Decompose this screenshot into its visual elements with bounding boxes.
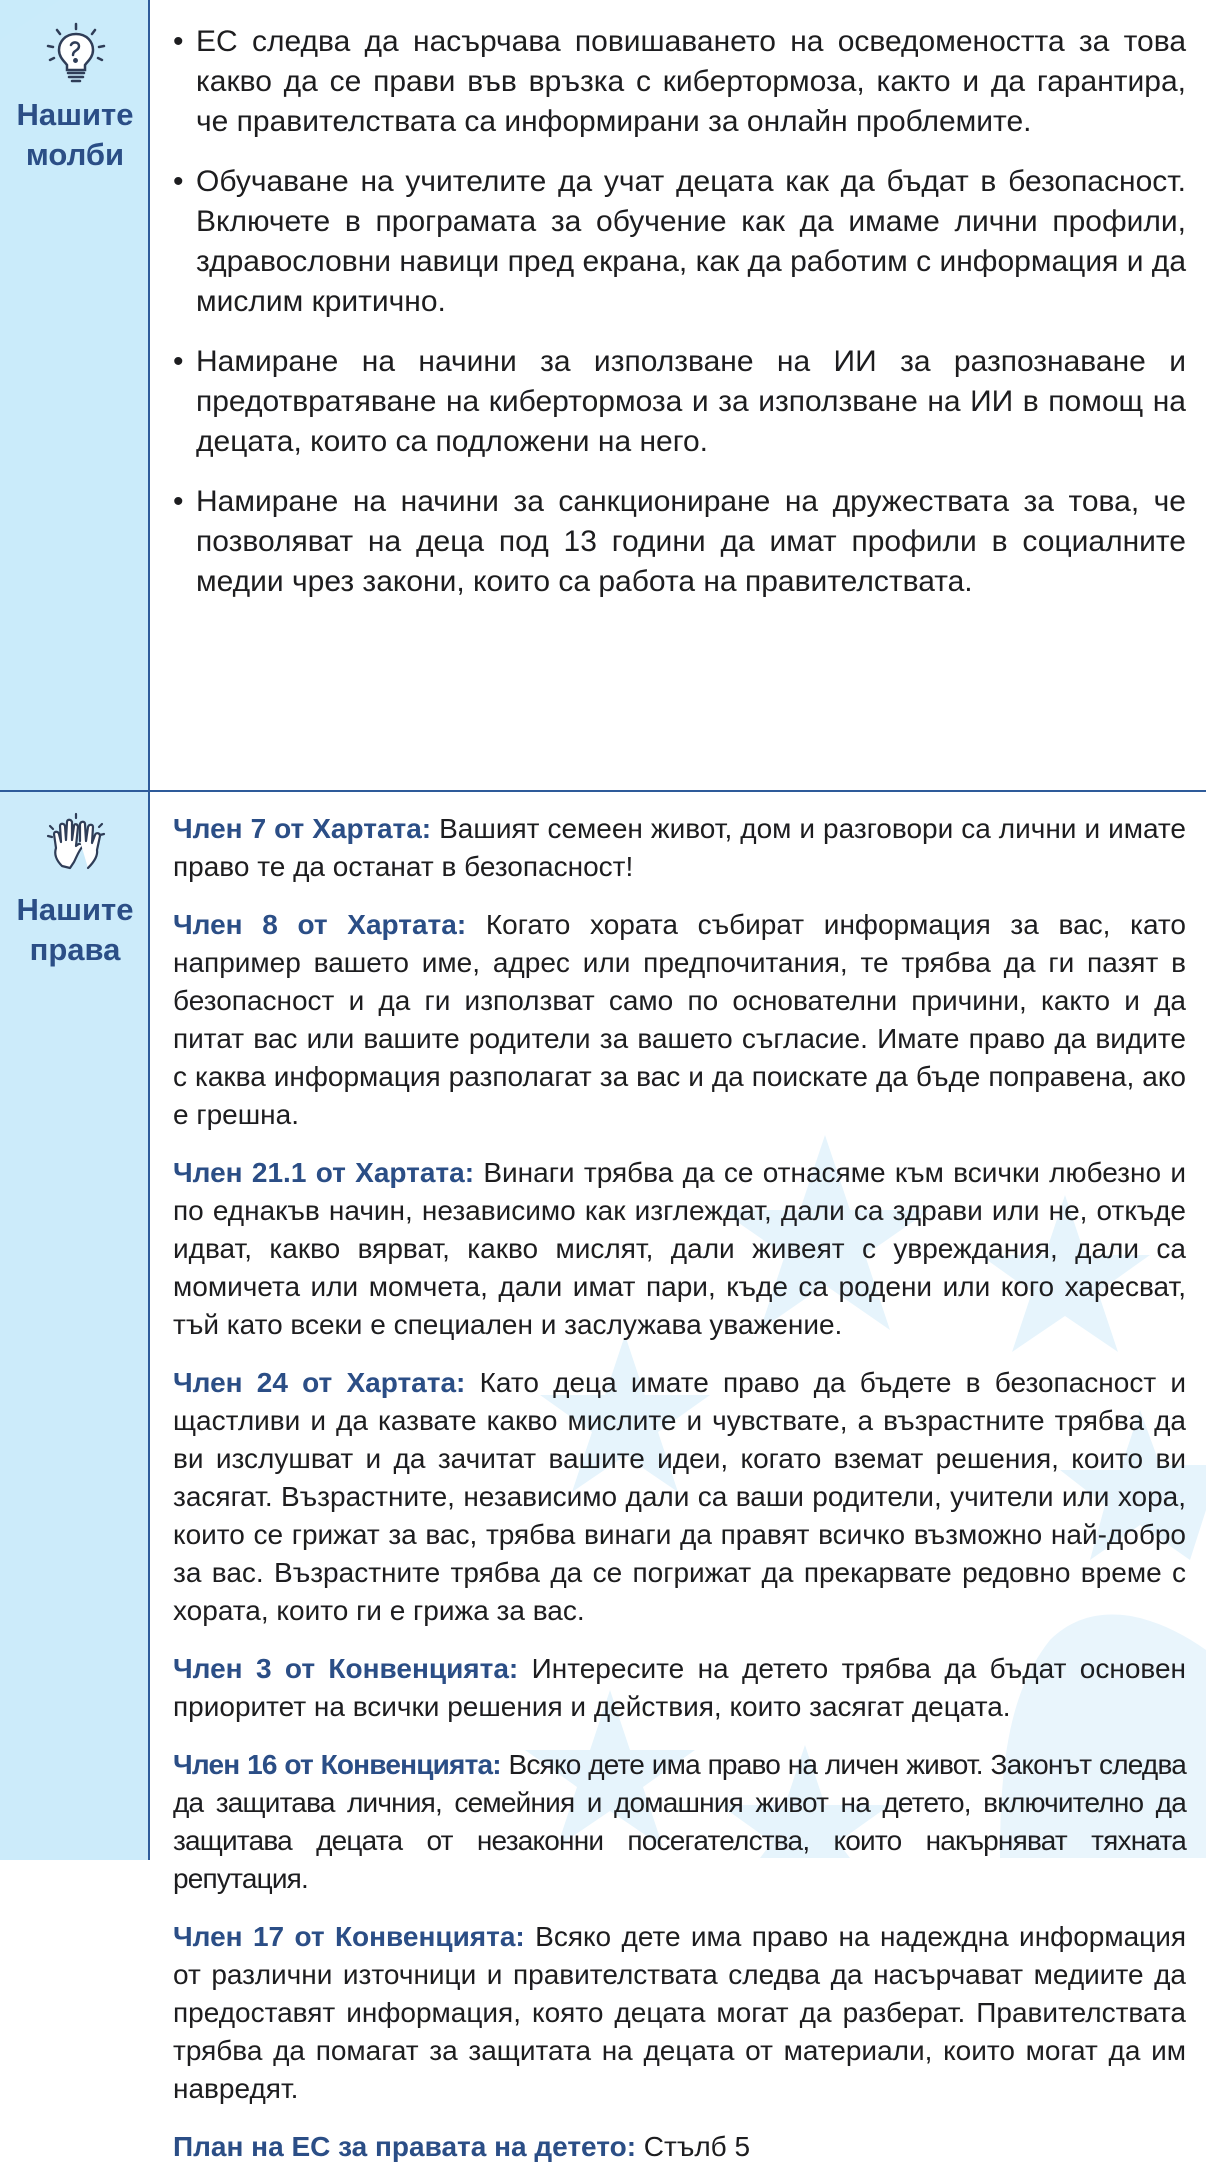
right-item — [173, 1918, 1186, 2108]
article-label: Член 17 от Конвенцията: — [173, 1921, 525, 1952]
article-label: Член 16 от Конвенцията: — [173, 1749, 501, 1780]
bullet: • — [173, 25, 184, 58]
article-label: Член 21.1 от Хартата: — [173, 1157, 475, 1188]
article-label: Член 8 от Хартата: — [173, 909, 467, 940]
article-label: Член 7 от Хартата: — [173, 813, 432, 844]
article-text: Когато хората събират информация за вас, като например вашето име, адрес или предпочитания, те трябва да ги пазят в безопасност и да ги използват само по основателни причини, както и да питат вас или вашите родители за вашето съгласие. Имате право да видите с каква информация разполагат за вас и да поискате да бъде поправена, ако е грешна. — [173, 909, 1187, 1130]
bullet: • — [173, 485, 184, 518]
raised-hands-icon — [44, 810, 108, 874]
right-item — [173, 1650, 1186, 1726]
article-text: Стълб 5 — [643, 2131, 751, 2162]
article-label: Член 3 от Конвенцията: — [173, 1653, 519, 1684]
article-text: Всяко дете има право на личен живот. Законът следва да защитава личния, семейния и домашния живот на детето, включително да защитава децата от незаконни посегателства, които накърняват тяхната репутация. — [173, 1749, 1186, 1894]
right-item — [173, 1364, 1186, 1630]
request-text: Намиране на начини за използване на ИИ за разпознаване и предотвратяване на кибертормоза и за използване на ИИ в помощ на децата, които са подложени на него. — [196, 345, 1186, 458]
article-label: План на ЕС за правата на детето: — [173, 2131, 637, 2162]
request-item — [173, 22, 1186, 142]
requests-list — [150, 0, 1206, 790]
article-text: Вашият семеен живот, дом и разговори са лични и имате право те да останат в безопасност! — [173, 813, 1187, 882]
rights-heading: Нашите права — [16, 892, 134, 967]
request-item — [173, 342, 1186, 462]
request-text: Обучаване на учителите да учат децата как да бъдат в безопасност. Включете в програмата за обучение как да имаме лични профили, здравословни навици пред екрана, как да работим с информация и да мислим критично. — [196, 165, 1186, 318]
requests-heading: Нашите молби — [16, 97, 134, 172]
rights-row — [0, 792, 1206, 2162]
right-item — [173, 2128, 1186, 2166]
article-text: Интересите на детето трябва да бъдат основен приоритет на всички решения и действия, които засягат децата. — [173, 1653, 1187, 1722]
right-item — [173, 1154, 1186, 1344]
article-text: Всяко дете има право на надеждна информация от различни източници и правителствата следва да насърчават медиите да предоставят информация, която децата могат да разберат. Правителствата трябва да помагат за защитата на децата от материали, които могат да им навредят. — [173, 1921, 1187, 2104]
right-item — [173, 810, 1186, 886]
request-item — [173, 162, 1186, 322]
lightbulb-icon — [44, 22, 108, 86]
bullet: • — [173, 345, 184, 378]
rights-sidebar — [0, 792, 150, 1860]
rights-list — [150, 792, 1206, 2162]
requests-sidebar — [0, 0, 150, 790]
right-item — [173, 906, 1186, 1134]
requests-row — [0, 0, 1206, 792]
bullet: • — [173, 165, 184, 198]
article-text: Винаги трябва да се отнасяме към всички любезно и по еднакъв начин, независимо как изглеждат, дали са здрави или не, откъде идват, какво вярват, какво мислят, дали живеят с увреждания, дали са момичета или момчета, дали имат пари, къде са родени или кого харесват, тъй като всеки е специален и заслужава уважение. — [173, 1157, 1187, 1340]
request-text: Намиране на начини за санкциониране на дружествата за това, че позволяват на деца под 13 години да имат профили в социалните медии чрез закони, които са работа на правителствата. — [196, 485, 1186, 598]
request-text: ЕС следва да насърчава повишаването на осведомеността за това какво да се прави във връзка с кибертормоза, както и да гарантира, че правителствата са информирани за онлайн проблемите. — [196, 25, 1186, 138]
article-text: Като деца имате право да бъдете в безопасност и щастливи и да казвате какво мислите и чувствате, а възрастните трябва да ви изслушват и да зачитат вашите идеи, когато вземат решения, които ви засягат. Възрастните, независимо дали са ваши родители, учители или хора, които се грижат за вас, трябва винаги да правят всичко възможно най-добро за вас. Възрастните трябва да се погрижат да прекарвате редовно време с хората, които ги е грижа за вас. — [173, 1367, 1186, 1626]
request-item — [173, 482, 1186, 602]
article-label: Член 24 от Хартата: — [173, 1367, 466, 1398]
right-item — [173, 1746, 1186, 1898]
